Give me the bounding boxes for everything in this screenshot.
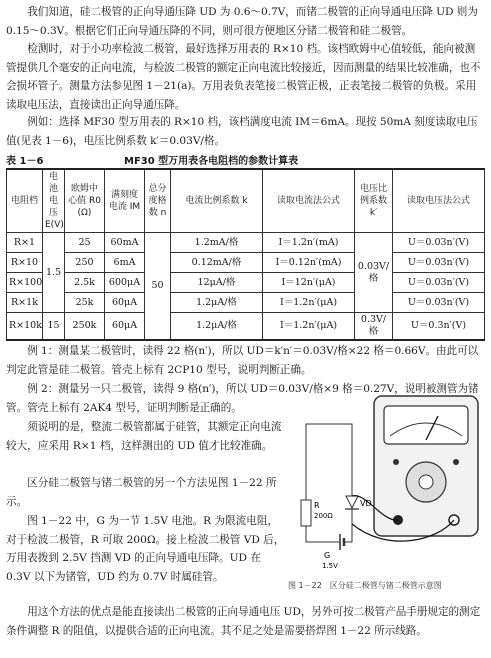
cell-u-formula: U＝0.03n′(V) [393,273,485,293]
cell-i-formula: I＝1.2n′(μA) [263,313,355,341]
header-battery: 电池电压 E(V) [43,169,65,233]
measurement-circuit-figure [286,392,486,577]
cell-im: 60μA [105,313,145,341]
table-header-row [7,169,485,233]
header-i-formula: 读取电流法公式 [263,169,355,233]
header-r0: 欧姆中心值 R0 (Ω) [65,169,105,233]
cell-im: 6mA [105,253,145,273]
cell-i-formula: I＝1.2n′(mA) [263,233,355,253]
method-paragraph: 检测时，对于小功率检波二极管，最好选择万用表的 R×10 档。该档欧姆中心值较低，能向被测管提供几个毫安的正向电流，与检波二极管的额定正向电流比较接近，因而测量的结果比较准确，也不会损坏管子。测量方法参见图 1－21(a)。万用表负表笔接二极管正极，正表笔接二极管的负极。采用读取电压法，直接读出正向导通压降。 [6,43,481,111]
cell-kv: 0.3V/格 [355,313,393,341]
intro-paragraph: 我们知道，硅二极管的正向导通压降 UD 为 0.6～0.7V，而锗二极管的正向导通电压降 UD 则为 0.15～0.3V。根据它们正向导通压降的不同，则可很方便地区分锗二极管和硅二极管。 [6,6,478,37]
cell-k: 1.2μA/格 [171,293,263,313]
resistor-r [301,500,311,526]
table-title: MF30 型万用表各电阻档的参数计算表 [124,156,299,167]
cell-k: 0.12mA/格 [171,253,263,273]
cell-im: 600μA [105,273,145,293]
cell-im: 60mA [105,233,145,253]
cell-r0: 25k [65,293,105,313]
meter-dial [384,406,468,444]
cell-i-formula: I＝1.2n′(μA) [263,293,355,313]
cell-range: R×10 [7,253,43,273]
cell-range: R×1k [7,293,43,313]
header-n: 总分度格数 n [145,169,171,233]
label-g-value: 1.5V [322,562,338,570]
meter-screw [453,459,459,465]
knob-center [419,475,433,489]
cell-total-div: 50 [145,233,171,341]
table-row [7,253,485,273]
cell-k: 12μA/格 [171,273,263,293]
cell-battery: 15 [43,313,65,341]
cell-im: 60μA [105,293,145,313]
header-u-formula: 读取电压法公式 [393,169,485,233]
header-range: 电阻档 [7,169,43,233]
label-vd: VD [360,499,372,508]
cell-u-formula: U＝0.3n′(V) [393,313,485,341]
alt-method-paragraph: 区分硅二极管与锗二极管的另一个方法见图 1－22 所示。 [6,477,277,508]
closing-paragraph: 用这个方法的优点是能直接读出二极管的正向导通电压 UD，另外可按二极管产品手册规定的测定条件调整 R 的阻值，以提供合适的正向电流。其不足之处是需要搭焊图 1－22 所示线路。 [6,606,481,637]
table-row [7,313,485,341]
cell-u-formula: U＝0.03n′(V) [393,293,485,313]
figure-explain-paragraph: 图 1－22 中，G 为一节 1.5V 电池。R 为限流电阻，对于检波二极管，R 可取 200Ω。接上检波二极管 VD 后，万用表拨到 2.5V 挡测 VD 的正向导通电压降。UD 在 0.3V 以下为锗管，UD 约为 0.7V 时属硅管。 [6,515,285,583]
cell-i-formula: I＝0.12n′(mA) [263,253,355,273]
example-2-paragraph: 例 2：测量另一只二极管，读得 9 格(n′)，所以 UD＝0.03V/格×9 格＝0.27V，说明被测管为锗管。管壳上标有 2AK4 型号，证明判断是正确的。 [6,383,479,414]
example-intro-paragraph: 例如：选择 MF30 型万用表的 R×10 档，该档满度电流 IM＝6mA。现按 50mA 刻度读取电压值(见表 1－6)，电压比例系数 k′＝0.03V/格。 [6,116,478,147]
circuit-wire [306,424,352,500]
circuit-wire [306,526,340,542]
cell-r0: 25 [65,233,105,253]
figure-caption: 图 1－22 区分硅二极管与锗二极管示意图 [288,581,442,590]
table-number: 表 1－6 [6,156,44,167]
cell-range: R×10k [7,313,43,341]
label-r-value: 200Ω [314,512,333,520]
parameter-table [6,168,485,341]
cell-battery: 1.5 [43,233,65,313]
header-kv: 电压比例系数 k′ [355,169,393,233]
cell-range: R×1 [7,233,43,253]
table-row [7,233,485,253]
example-1-paragraph: 例 1：测量某二极管时，读得 22 格(n′)，所以 UD＝k′n′＝0.03V/格×22 格＝0.66V。由此可以判定此管是硅二极管。管壳上标有 2CP10 型号，说明判断正确。 [6,345,479,376]
table-row [7,273,485,293]
cell-r0: 250 [65,253,105,273]
diode-vd [346,496,358,508]
cell-r0: 2.5k [65,273,105,293]
cell-u-formula: U＝0.03n′(V) [393,233,485,253]
cell-k: 1.2μA/格 [171,313,263,341]
header-im: 满刻度电流 IM [105,169,145,233]
cell-i-formula: I＝12n′(μA) [263,273,355,293]
label-g: G [324,551,331,560]
cell-k: 1.2mA/格 [171,233,263,253]
cell-kv: 0.03V/格 [355,233,393,313]
note-paragraph: 须说明的是，整流二极管都属于硅管，其额定正向电流较大，应采用 R×1 档，这样测出的 UD 值才比较准确。 [6,421,282,452]
label-r: R [314,501,320,510]
cell-u-formula: U＝0.03n′(V) [393,253,485,273]
table-row [7,293,485,313]
cell-r0: 250k [65,313,105,341]
cell-range: R×100 [7,273,43,293]
meter-screw [393,459,399,465]
header-k: 电流比例系数 k [171,169,263,233]
